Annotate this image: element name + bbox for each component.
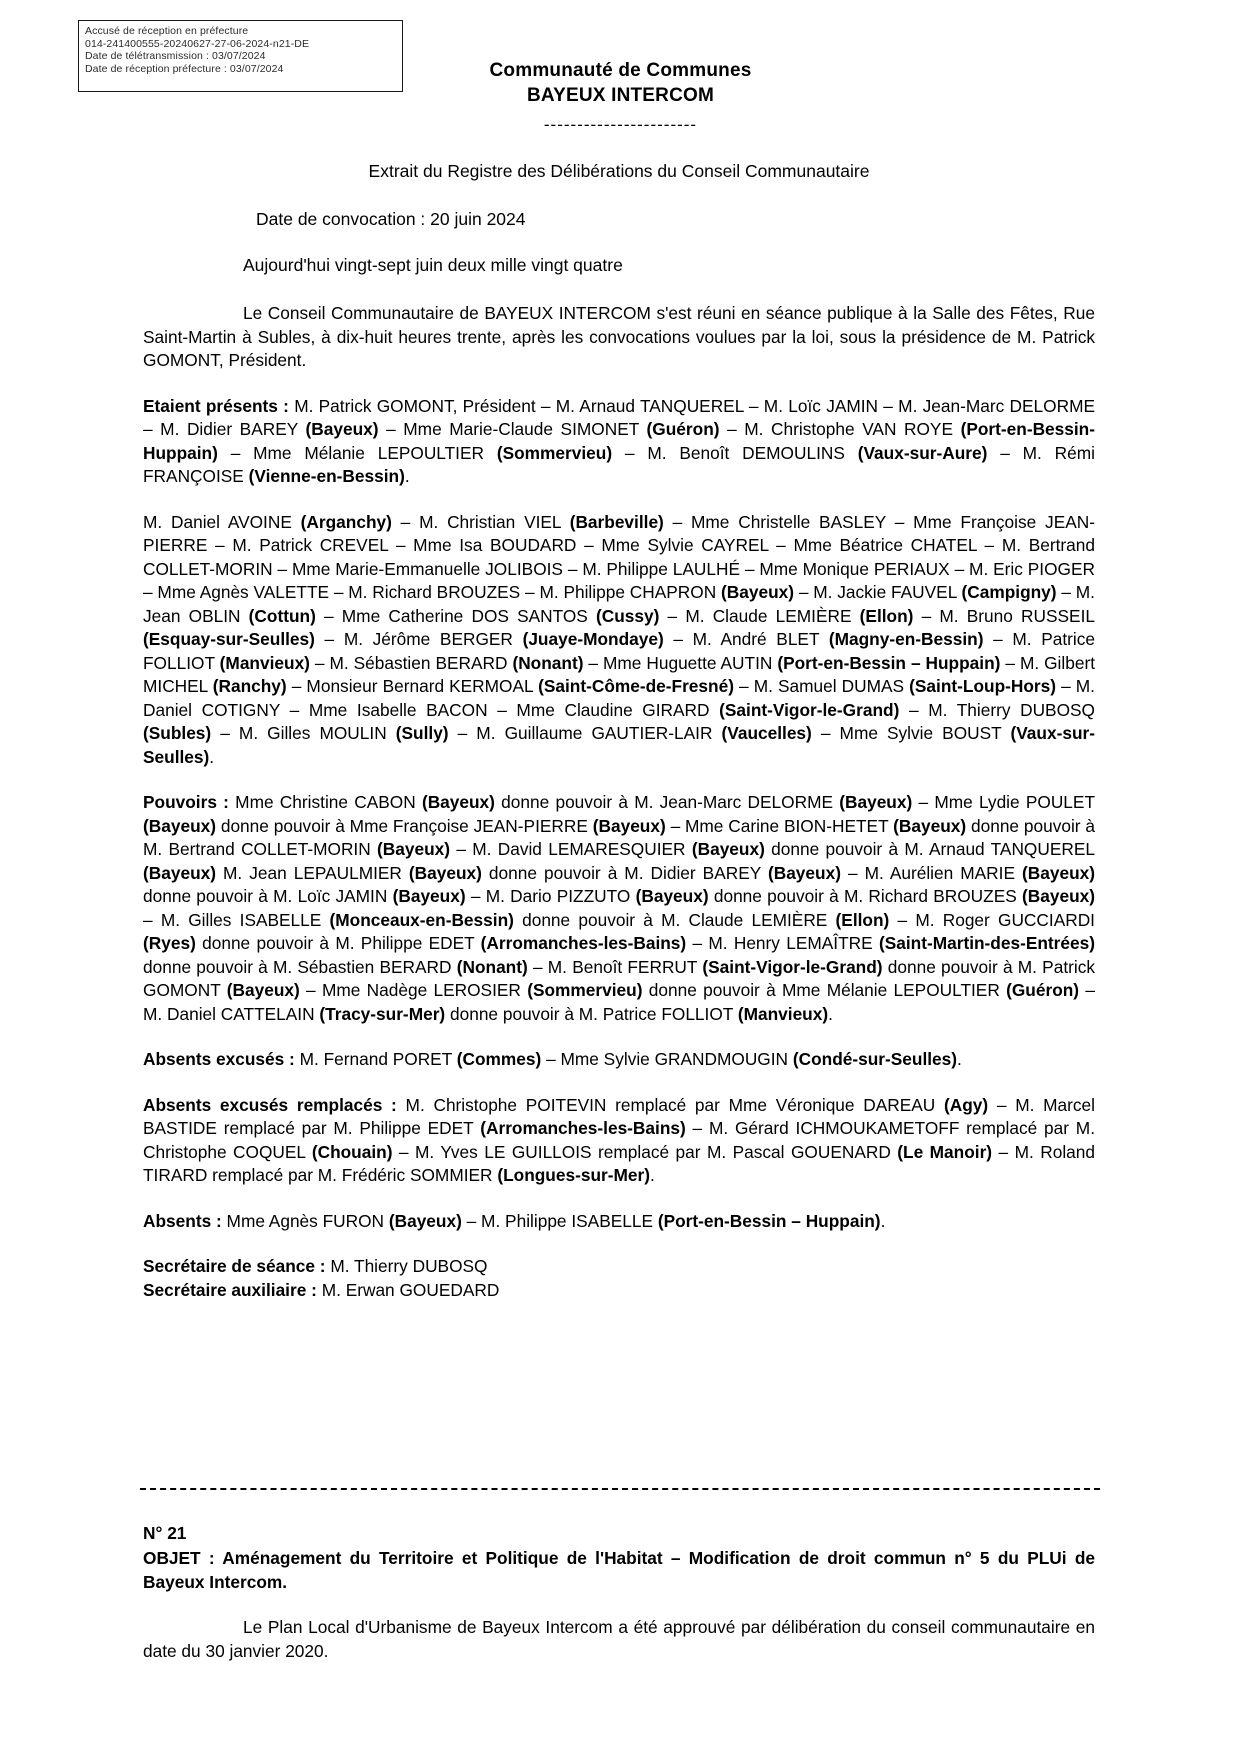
session-date-text: Aujourd'hui vingt-sept juin deux mille vingt quatre [243,255,623,275]
register-extract-title: Extrait du Registre des Délibérations du Conseil Communautaire [368,161,870,181]
stamp-line-3: Date de télétransmission : 03/07/2024 [85,50,266,63]
attendees-list-1: M. Patrick GOMONT, Président – M. Arnaud TANQUEREL – M. Loïc JAMIN – M. Jean-Marc DELORME – M. Didier BAREY (Bayeux) – Mme Marie-Claude SIMONET (Guéron) – M. Christophe VAN ROYE (Port-en-Bessin-Huppain) – Mme Mélanie LEPOULTIER (Sommervieu) – M. Benoît DEMOULINS (Vaux-sur-Aure) – M. Rémi FRANÇOISE (Vienne-en-Bessin). [143,395,1095,486]
proxies-list: Mme Christine CABON (Bayeux) donne pouvoir à M. Jean-Marc DELORME (Bayeux) – Mme Lydie POULET (Bayeux) donne pouvoir à Mme Françoise JEAN-PIERRE (Bayeux) – Mme Carine BION-HETET (Bayeux) donne pouvoir à M. Bertrand COLLET-MORIN (Bayeux) – M. David LEMARESQUIER (Bayeux) donne pouvoir à M. Arnaud TANQUEREL (Bayeux) M. Jean LEPAULMIER (Bayeux) donne pouvoir à M. Didier BAREY (Bayeux) – M. Aurélien MARIE (Bayeux) donne pouvoir à M. Loïc JAMIN (Bayeux) – M. Dario PIZZUTO (Bayeux) donne pouvoir à M. Richard BROUZES (Bayeux) – M. Gilles ISABELLE (Monceaux-en-Bessin) donne pouvoir à M. Claude LEMIÈRE (Ellon) – M. Roger GUCCIARDI (Ryes) donne pouvoir à M. Philippe EDET (Arromanches-les-Bains) – M. Henry LEMAÎTRE (Saint-Martin-des-Entrées) donne pouvoir à M. Sébastien BERARD (Nonant) – M. Benoît FERRUT (Saint-Vigor-le-Grand) donne pouvoir à M. Patrick GOMONT (Bayeux) – Mme Nadège LEROSIER (Sommervieu) donne pouvoir à Mme Mélanie LEPOULTIER (Guéron) – M. Daniel CATTELAIN (Tracy-sur-Mer) donne pouvoir à M. Patrice FOLLIOT (Manvieux). [143,792,1096,1024]
section-separator [140,1488,1100,1490]
attendees-paragraph-1 [143,395,1095,489]
convocation-date: Date de convocation : 20 juin 2024 [256,209,526,229]
resolution-block [143,1522,1095,1663]
session-description: Le Conseil Communautaire de BAYEUX INTERCOM s'est réuni en séance publique à la Salle des Fêtes, Rue Saint-Martin à Subles, à dix-huit heures trente, après les convocations voulues par la loi, sous la présidence de M. Patrick GOMONT, Président. [143,303,1095,370]
auxiliary-secretary-line [143,1279,1095,1303]
auxiliary-secretary-label: Secrétaire auxiliaire : [143,1279,317,1300]
session-secretary-label: Secrétaire de séance : [143,1256,326,1276]
session-secretary-line [143,1255,1095,1279]
excused-replaced-label: Absents excusés remplacés : [143,1094,397,1115]
resolution-number: N° 21 [143,1523,187,1543]
excused-absentees-list: M. Fernand PORET (Commes) – Mme Sylvie GRANDMOUGIN (Condé-sur-Seulles). [294,1049,962,1069]
document-header [0,58,1241,136]
excused-replaced-paragraph [143,1094,1095,1188]
session-secretary-value: M. Thierry DUBOSQ [325,1256,488,1276]
excused-replaced-list: M. Christophe POITEVIN remplacé par Mme Véronique DAREAU (Agy) – M. Marcel BASTIDE remplacé par M. Philippe EDET (Arromanches-les-Bains) – M. Gérard ICHMOUKAMETOFF remplacé par M. Christophe COQUEL (Chouain) – M. Yves LE GUILLOIS remplacé par M. Pascal GOUENARD (Le Manoir) – M. Roland TIRARD remplacé par M. Frédéric SOMMIER (Longues-sur-Mer). [143,1094,1096,1185]
excused-absentees-paragraph [143,1048,1095,1072]
document-body [143,160,1095,1302]
stamp-line-4: Date de réception préfecture : 03/07/2024 [85,62,284,75]
secretaries-block [143,1255,1095,1302]
attendees-list-2: M. Daniel AVOINE (Arganchy) – M. Christian VIEL (Barbeville) – Mme Christelle BASLEY – Mme Françoise JEAN-PIERRE – M. Patrick CREVEL – Mme Isa BOUDARD – Mme Sylvie CAYREL – Mme Béatrice CHATEL – M. Bertrand COLLET-MORIN – Mme Marie-Emmanuelle JOLIBOIS – M. Philippe LAULHÉ – Mme Monique PERIAUX – M. Eric PIOGER – Mme Agnès VALETTE – M. Richard BROUZES – M. Philippe CHAPRON (Bayeux) – M. Jackie FAUVEL (Campigny) – M. Jean OBLIN (Cottun) – Mme Catherine DOS SANTOS (Cussy) – M. Claude LEMIÈRE (Ellon) – M. Bruno RUSSEIL (Esquay-sur-Seulles) – M. Jérôme BERGER (Juaye-Mondaye) – M. André BLET (Magny-en-Bessin) – M. Patrice FOLLIOT (Manvieux) – M. Sébastien BERARD (Nonant) – Mme Huguette AUTIN (Port-en-Bessin – Huppain) – M. Gilbert MICHEL (Ranchy) – Monsieur Bernard KERMOAL (Saint-Côme-de-Fresné) – M. Samuel DUMAS (Saint-Loup-Hors) – M. Daniel COTIGNY – Mme Isabelle BACON – Mme Claudine GIRARD (Saint-Vigor-le-Grand) – M. Thierry DUBOSQ (Subles) – M. Gilles MOULIN (Sully) – M. Guillaume GAUTIER-LAIR (Vaucelles) – Mme Sylvie BOUST (Vaux-sur-Seulles). [143,511,1095,767]
proxies-paragraph [143,791,1095,1026]
stamp-line-2: 014-241400555-20240627-27-06-2024-n21-DE [85,37,310,50]
resolution-subject: OBJET : Aménagement du Territoire et Politique de l'Habitat – Modification de droit commun n° 5 du PLUi de Bayeux Intercom. [143,1548,1095,1592]
absentees-label: Absents : [143,1210,222,1231]
absentees-list: Mme Agnès FURON (Bayeux) – M. Philippe ISABELLE (Port-en-Bessin – Huppain). [221,1210,886,1231]
absentees-paragraph [143,1210,1095,1234]
attendees-label: Etaient présents : [143,395,289,416]
organisation-name-line2: BAYEUX INTERCOM [526,85,715,106]
header-divider: ----------------------- [543,115,698,134]
stamp-line-1: Accusé de réception en préfecture [85,25,249,37]
attendees-paragraph-2 [143,511,1095,770]
resolution-body: Le Plan Local d'Urbanisme de Bayeux Intercom a été approuvé par délibération du conseil communautaire en date du 30 janvier 2020. [143,1617,1095,1661]
auxiliary-secretary-value: M. Erwan GOUEDARD [316,1279,500,1300]
organisation-name-line1: Communauté de Communes [489,60,752,81]
proxies-label: Pouvoirs : [143,792,229,812]
excused-absentees-label: Absents excusés : [143,1049,295,1069]
